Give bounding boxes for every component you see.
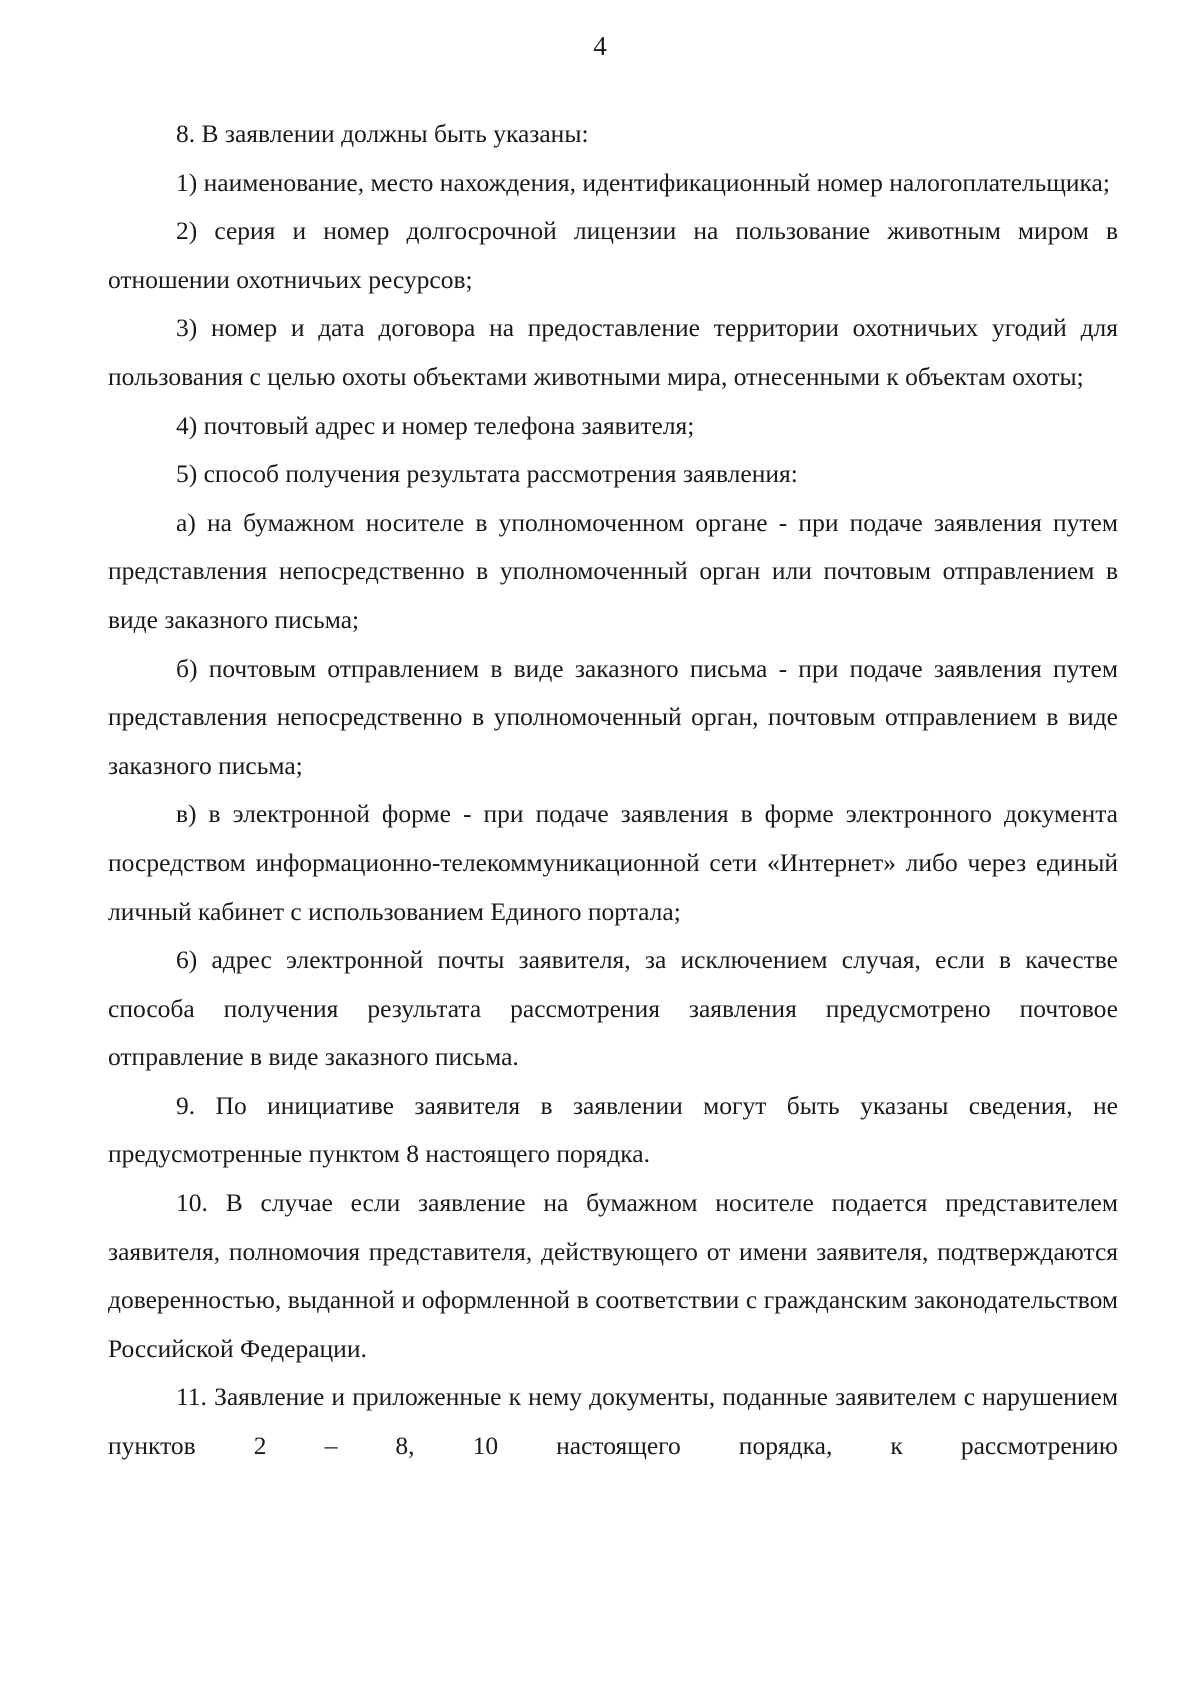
paragraph-11: 11. Заявление и приложенные к нему документы, поданные заявителем с нарушением пунктов 2 – 8, 10 настоящего порядка, к рассмотрению <box>108 1382 1118 1461</box>
paragraph-8-item-4: 4) почтовый адрес и номер телефона заявителя; <box>176 410 695 440</box>
paragraph-8: 8. В заявлении должны быть указаны: <box>176 119 589 148</box>
page-number: 4 <box>593 31 607 61</box>
paragraph-8-item-5v: в) в электронной форме - при подаче заявления в форме электронного документа посредством информационно-телекоммуникационной сети «Интернет» либо через единый личный кабинет с использованием Единого портала; <box>108 799 1118 926</box>
paragraph-9: 9. По инициативе заявителя в заявлении могут быть указаны сведения, не предусмотренные пунктом 8 настоящего порядка. <box>108 1090 1118 1169</box>
paragraph-8-item-1: 1) наименование, место нахождения, идентификационный номер налогоплательщика; <box>176 167 1110 197</box>
paragraph-8-item-3: 3) номер и дата договора на предоставление территории охотничьих угодий для пользования с целью охоты объектами животными мира, отнесенными к объектам охоты; <box>108 313 1118 391</box>
paragraph-8-item-6: 6) адрес электронной почты заявителя, за исключением случая, если в качестве способа получения результата рассмотрения заявления предусмотрено почтовое отправление в виде заказного письма. <box>108 945 1118 1072</box>
paragraph-8-item-2: 2) серия и номер долгосрочной лицензии на пользование животным миром в отношении охотничьих ресурсов; <box>108 216 1118 294</box>
paragraph-8-item-5b: б) почтовым отправлением в виде заказного письма - при подаче заявления путем представления непосредственно в уполномоченный орган, почтовым отправлением в виде заказного письма; <box>108 653 1118 780</box>
paragraph-8-item-5a: а) на бумажном носителе в уполномоченном органе - при подаче заявления путем представления непосредственно в уполномоченный орган или почтовым отправлением в виде заказного письма; <box>108 507 1118 634</box>
paragraph-10: 10. В случае если заявление на бумажном носителе подается представителем заявителя, полномочия представителя, действующего от имени заявителя, подтверждаются доверенностью, выданной и оформленной в соответствии с гражданским законодательством Российской Федерации. <box>108 1188 1118 1363</box>
document-body <box>108 110 1118 1471</box>
paragraph-8-item-5: 5) способ получения результата рассмотрения заявления: <box>176 459 798 489</box>
